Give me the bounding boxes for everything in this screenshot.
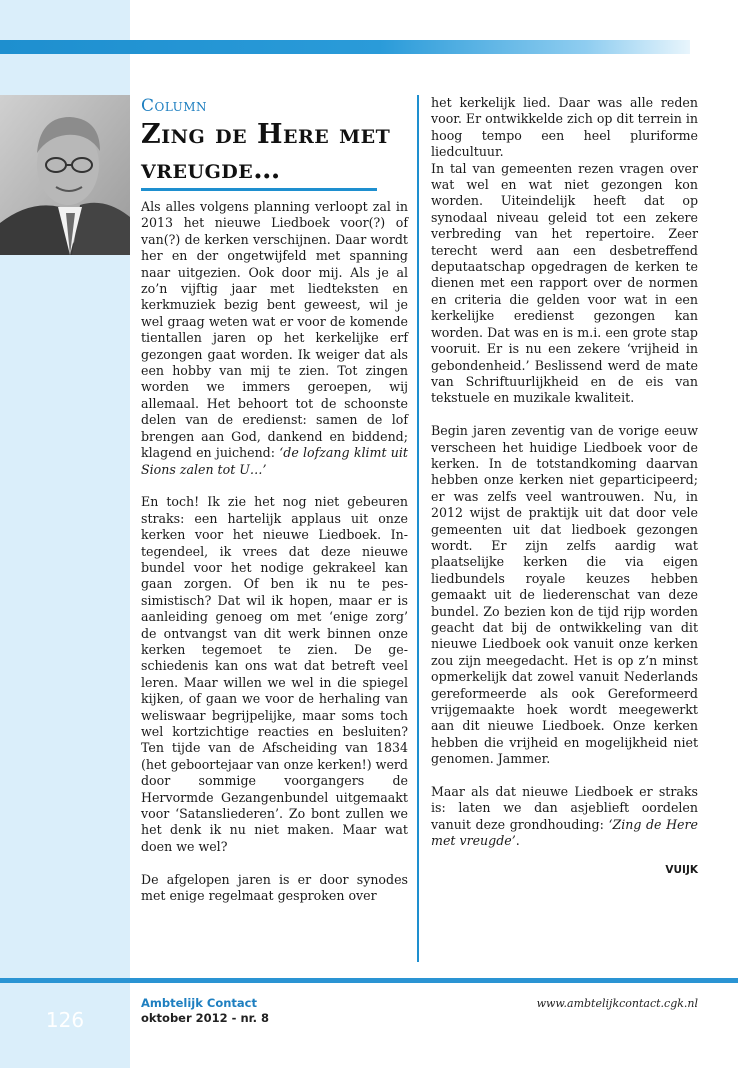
author-signature: VUIJK xyxy=(665,864,698,877)
lofzang-quote: ‘de lofzang klimt uit Sions zalen tot U…’ xyxy=(141,445,408,477)
top-color-bar xyxy=(0,40,690,54)
column-kicker: Column xyxy=(141,96,208,116)
paragraph-7-end: . xyxy=(515,833,520,849)
paragraph-2: En toch! Ik zie het nog niet gebeuren straks: een hartelijk applaus uit onze kerken voor het nieuwe Liedboek. Integendeel, ik vrees dat deze nieuwe bundel voor het nodige gekrakeel kan gaan zorgen. Of ben ik nu te pessimistisch? Dat wil ik hopen, maar er is aanleiding genoeg om met ‘enige zorg’ de ontvangst van dit werk binnen onze kerken tegemoet te zien. De geschiedenis kan ons wat dat betreft veel leren. Maar willen we wel in die spiegel kijken, of gaan we voor de herhaling van weliswaar begrijpelijke, maar soms toch wel kortzichtige reacties en besluiten? Ten tijde van de Afscheiding van 1834 (het geboortejaar van onze kerken!) werd door sommige voorgangers de Hervormde Gezangenbundel uitgemaakt voor ‘Satansliederen’. Zo bont zullen we het denk ik nu niet maken. Maar wat doen we wel? xyxy=(141,494,408,854)
paragraph-1-text: Als alles volgens planning verloopt zal in 2013 het nieuwe Liedboek voor(?) of van(?) de kerken verschijnen. Daar wordt her en der ongetwijfeld met spanning naar uitgezien. Ook door mij. Als je al zo’n vijftig jaar met liedteksten en kerkmuziek bezig bent geweest, wil je wel graag weten wat er voor de komende tientallen jaren op het kerkelijke erf gezongen gaat worden. Ik weiger dat als een hobby van mij te zien. Tot zingen worden we immers geroepen, wij allemaal. Het behoort tot de schoonste delen van de eredienst: samen de lof brengen aan God, dankend en biddend; klagend en juichend: xyxy=(141,199,408,461)
website-link[interactable]: www.ambtelijkcontact.cgk.nl xyxy=(536,997,698,1010)
headline-underline xyxy=(141,188,377,191)
footer-rule xyxy=(0,978,738,983)
footer-publication-info xyxy=(141,996,269,1026)
paragraph-5: In tal van gemeenten rezen vragen over wat wel en wat niet gezongen kon worden. Uiteindelijk heeft dat op synodaal niveau geleid tot een zekere verbreding van het repertoire. Zeer terecht werd aan een desbetreffend deputaatschap opgedragen de kerken te dienen met een rapport over de normen en criteria die gelden voor wat in een kerkelijke eredienst gezongen kan worden. Dat was en is m.i. een grote stap vooruit. Er is nu een zekere ‘vrijheid in gebondenheid.’ Beslissend werd de mate van Schriftuurlijkheid en de eis van tekstuele en muzikale kwaliteit. xyxy=(431,160,698,406)
author-portrait-image xyxy=(0,95,130,255)
paragraph-6: Begin jaren zeventig van de vorige eeuw verscheen het huidige Liedboek voor de kerken. In de totstandkoming daarvan hebben onze kerken niet geparticipeerd; er was zelfs veel wantrouwen. Nu, in 2012 wijst de praktijk uit dat door vele gemeenten uit dat liedboek gezongen wordt. Er zijn zelfs aardig wat plaatselijke kerken die via eigen liedbundels royale keuzes hebben gemaakt uit de liederenschat van deze bundel. Zo bezien kon de tijd rijp worden geacht dat bij de ontwikkeling van dit nieuwe Liedboek ook vanuit onze kerken zou zijn meegedacht. Het is op z’n minst opmerkelijk dat zowel vanuit Nederlands gereformeerde als ook Gereformeerd vrijgemaakte hoek wordt meegewerkt aan dit nieuwe Liedboek. Onze kerken hebben die vrijheid en mogelijkheid niet genomen. Jammer. xyxy=(431,423,698,767)
page-number: 126 xyxy=(45,1008,85,1032)
paragraph-7 xyxy=(431,784,698,850)
article-column-1 xyxy=(141,199,408,921)
paragraph-7-text: Maar als dat nieuwe Liedboek er straks is: laten we dan asjeblieft oordelen vanuit deze grondhouding: xyxy=(431,784,698,832)
paragraph-3: De afgelopen jaren is er door synodes met enige regelmaat gesproken over xyxy=(141,871,408,904)
article-column-2 xyxy=(431,95,698,878)
paragraph-4: het kerkelijk lied. Daar was alle reden voor. Er ontwikkelde zich op dit terrein in hoog tempo een heel pluriforme liedcultuur. xyxy=(431,95,698,160)
column-divider xyxy=(417,95,419,962)
paragraph-1 xyxy=(141,199,408,478)
publication-name: Ambtelijk Contact xyxy=(141,996,257,1010)
article-headline: Zing de Here met vreugde… xyxy=(141,119,391,185)
closing-quote: ‘Zing de Here met vreugde’ xyxy=(431,816,698,849)
issue-info: oktober 2012 - nr. 8 xyxy=(141,1011,270,1025)
author-photo xyxy=(0,95,130,255)
